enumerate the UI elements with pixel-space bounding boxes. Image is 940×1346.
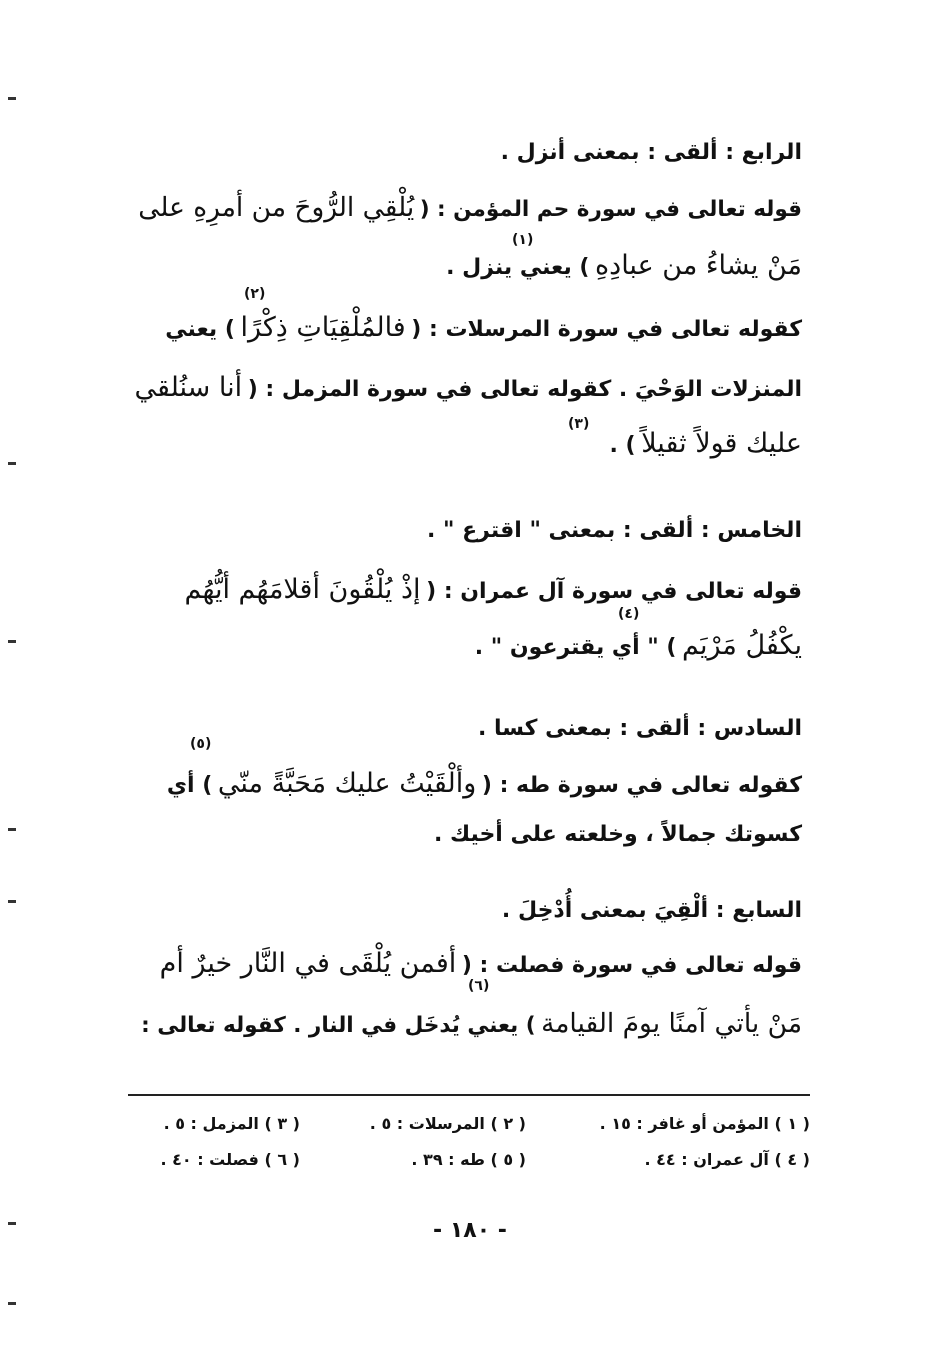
verse-intro: قوله تعالى في سورة فصلت : ( xyxy=(461,953,802,978)
section-heading: الخامس : ألقى : بمعنى " اقترع " . xyxy=(427,518,802,543)
verse-explanation: ) يعني ينزل . xyxy=(446,255,590,280)
footnote-marker: (٢) xyxy=(244,286,266,302)
footnote-marker: (٥) xyxy=(190,736,212,752)
paragraph-line xyxy=(130,250,802,282)
section-heading: الرابع : ألقى : بمعنى أنزل . xyxy=(500,140,802,165)
margin-mark xyxy=(8,828,16,831)
quran-verse: يكْفُلُ مَرْيَم xyxy=(682,630,802,661)
footnote-marker: (٤) xyxy=(618,606,640,622)
margin-mark xyxy=(8,900,16,903)
paragraph-line xyxy=(130,1008,802,1040)
footnote-separator xyxy=(128,1094,810,1096)
verse-explanation: ) يعني xyxy=(165,317,235,342)
paragraph-line xyxy=(130,312,802,344)
paragraph-line xyxy=(130,630,802,662)
quran-verse: أنا سنُلقي xyxy=(134,372,243,403)
paragraph-line: كسوتك جمالاً ، وخلعته على أخيك . xyxy=(433,822,802,847)
quran-verse: إذْ يُلْقُونَ أقلامَهُم أيُّهُم xyxy=(184,574,421,605)
verse-explanation: ) أي xyxy=(166,773,213,798)
footnote-entry: ( ٤ ) آل عمران : ٤٤ . xyxy=(644,1150,810,1169)
footnote-entry: ( ٥ ) طه : ٣٩ . xyxy=(411,1150,526,1169)
paragraph-line xyxy=(130,192,802,224)
margin-mark xyxy=(8,97,16,100)
verse-intro: قوله تعالى في سورة حم المؤمن : ( xyxy=(419,197,802,222)
margin-mark xyxy=(8,640,16,643)
quran-verse: مَنْ يأتي آمنًا يومَ القيامة xyxy=(541,1008,802,1039)
verse-intro: كقوله تعالى في سورة طه : ( xyxy=(481,773,802,798)
footnote-marker: (٦) xyxy=(468,978,490,994)
footnote-marker: (١) xyxy=(512,232,534,248)
section-heading: السابع : ألْقِيَ بمعنى أُدْخِلَ . xyxy=(501,898,802,923)
margin-mark xyxy=(8,462,16,465)
verse-intro: كقوله تعالى في سورة المرسلات : ( xyxy=(411,317,802,342)
verse-explanation: ) يعني يُدخَل في النار . كقوله تعالى : xyxy=(141,1013,536,1038)
footnote-entry: ( ١ ) المؤمن أو غافر : ١٥ . xyxy=(599,1114,810,1133)
quran-verse: عليك قولاً ثقيلاً xyxy=(641,428,802,459)
quran-verse: فالمُلْقِيَاتِ ذِكْرًا xyxy=(240,312,406,343)
footnote-entry: ( ٦ ) فصلت : ٤٠ . xyxy=(160,1150,300,1169)
paragraph-line xyxy=(130,574,802,606)
paragraph-line xyxy=(130,428,802,460)
footnote-entry: ( ٢ ) المرسلات : ٥ . xyxy=(369,1114,526,1133)
quran-verse: أفمن يُلْقَى في النَّار خيرٌ أم xyxy=(159,948,457,979)
page-number: - ١٨٠ - xyxy=(433,1218,507,1243)
verse-intro: قوله تعالى في سورة آل عمران : ( xyxy=(426,579,802,604)
quran-verse: وألْقَيْتُ عليك مَحَبَّةً منّي xyxy=(217,768,477,799)
verse-intro: المنزلات الوَحْيَ . كقوله تعالى في سورة المزمل : ( xyxy=(247,377,802,402)
quran-verse: مَنْ يشاءُ من عبادِهِ xyxy=(595,250,802,281)
footnote-entry: ( ٣ ) المزمل : ٥ . xyxy=(163,1114,300,1133)
quran-verse: يُلْقِي الرُّوحَ من أمرِهِ على xyxy=(138,192,415,223)
section-heading: السادس : ألقى : بمعنى كسا . xyxy=(477,716,802,741)
paragraph-line xyxy=(130,372,802,404)
paragraph-line xyxy=(130,948,802,980)
verse-explanation: ) " أي يقترعون " . xyxy=(474,635,677,660)
paragraph-line xyxy=(130,768,802,800)
verse-close: ) . xyxy=(609,433,636,458)
margin-mark xyxy=(8,1302,16,1305)
footnote-marker: (٣) xyxy=(568,416,590,432)
